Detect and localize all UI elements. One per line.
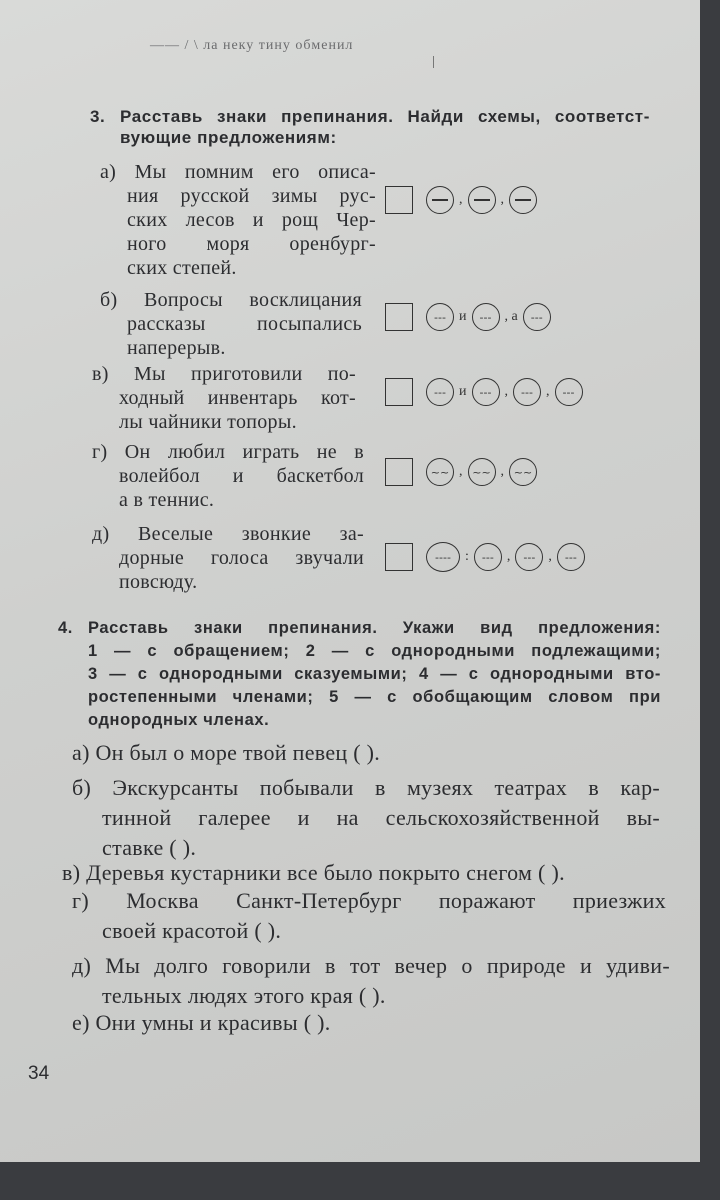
text-line: тинной галерее и на сельскохозяйственной вы- bbox=[102, 805, 660, 830]
scheme-separator: , bbox=[500, 464, 504, 479]
scheme-circle: ~~ bbox=[509, 458, 537, 486]
task4-instruction-line: Расставь знаки препинания. Укажи вид предложения: bbox=[88, 619, 661, 637]
scheme-separator: , bbox=[546, 384, 550, 399]
scheme-circle bbox=[426, 186, 454, 214]
scheme-d bbox=[385, 540, 585, 574]
text-line: рассказы посыпались bbox=[127, 313, 362, 335]
text-line: ния русской зимы рус- bbox=[127, 185, 376, 207]
scheme-circle: --- bbox=[426, 303, 454, 331]
scheme-circle: --- bbox=[557, 543, 585, 571]
scheme-square bbox=[385, 303, 413, 331]
text-line: б) Вопросы восклицания bbox=[100, 289, 362, 311]
task4-item-e bbox=[72, 1010, 331, 1036]
text-line: ходный инвентарь кот- bbox=[119, 387, 356, 409]
scheme-circle: --- bbox=[472, 378, 500, 406]
text-line: дорные голоса звучали bbox=[119, 547, 364, 569]
scheme-circle: ---- bbox=[426, 542, 460, 572]
scheme-circle: --- bbox=[555, 378, 583, 406]
scheme-square bbox=[385, 543, 413, 571]
task4-instruction-line: 3 — с однородными сказуемыми; 4 — с однородными вто- bbox=[88, 665, 661, 683]
scheme-square bbox=[385, 458, 413, 486]
scheme-circle: ~~ bbox=[468, 458, 496, 486]
scheme-separator: , а bbox=[504, 309, 518, 324]
scheme-b bbox=[385, 300, 551, 334]
scheme-circle: --- bbox=[472, 303, 500, 331]
task3-item-v bbox=[92, 362, 356, 434]
task3-instruction-line: вующие предложениям: bbox=[120, 128, 337, 147]
text-line: ного моря оренбург- bbox=[127, 233, 376, 255]
task4-instruction-line: ростепенными членами; 5 — с обобщающим словом при bbox=[88, 688, 661, 706]
task3-heading bbox=[90, 106, 650, 148]
task4-instruction-line: 1 — с обращением; 2 — с однородными подлежащими; bbox=[88, 642, 661, 660]
text-line: д) Веселые звонкие за- bbox=[92, 523, 364, 545]
text-line: д) Мы долго говорили в тот вечер о природе и удиви- bbox=[72, 953, 670, 978]
scheme-g bbox=[385, 455, 537, 489]
text-line: лы чайники топоры. bbox=[119, 411, 297, 433]
top-cut-text: —— / \ ла неку тину обменил bbox=[150, 38, 354, 53]
scheme-square bbox=[385, 378, 413, 406]
text-line: е) Они умны и красивы ( ). bbox=[72, 1010, 331, 1035]
scheme-circle: --- bbox=[515, 543, 543, 571]
scheme-separator: , bbox=[500, 192, 504, 207]
text-line: в) Деревья кустарники все было покрыто снегом ( ). bbox=[62, 860, 565, 885]
text-line: наперерыв. bbox=[127, 337, 226, 359]
scheme-separator: и bbox=[459, 309, 467, 324]
task3-number: 3. bbox=[90, 107, 106, 126]
scheme-circle: ~~ bbox=[426, 458, 454, 486]
page-number: 34 bbox=[28, 1063, 50, 1084]
text-line: а) Мы помним его описа- bbox=[100, 161, 376, 183]
task4-item-v bbox=[62, 860, 565, 886]
scheme-circle bbox=[509, 186, 537, 214]
text-line: а в теннис. bbox=[119, 489, 215, 511]
text-line: тельных людях этого края ( ). bbox=[102, 983, 386, 1008]
scheme-a bbox=[385, 183, 537, 217]
text-line: повсюду. bbox=[119, 571, 198, 593]
task4-item-d bbox=[72, 953, 670, 1009]
scheme-v bbox=[385, 375, 583, 409]
scheme-circle: --- bbox=[523, 303, 551, 331]
task3-instruction-line: Расставь знаки препинания. Найди схемы, соответст- bbox=[120, 107, 650, 126]
text-line: ских лесов и рощ Чер- bbox=[127, 209, 376, 231]
scheme-circle bbox=[468, 186, 496, 214]
scheme-separator: и bbox=[459, 384, 467, 399]
task4-heading bbox=[58, 617, 661, 732]
text-line: б) Экскурсанты побывали в музеях театрах в кар- bbox=[72, 775, 660, 800]
scheme-circle: --- bbox=[474, 543, 502, 571]
task4-item-a bbox=[72, 740, 380, 766]
text-line: своей красотой ( ). bbox=[102, 918, 282, 943]
task3-item-a bbox=[100, 160, 376, 280]
scheme-separator: : bbox=[465, 549, 469, 564]
text-line: волейбол и баскетбол bbox=[119, 465, 364, 487]
top-mark bbox=[433, 56, 434, 68]
task4-number: 4. bbox=[58, 619, 73, 637]
scheme-separator: , bbox=[504, 384, 508, 399]
scheme-circle: --- bbox=[426, 378, 454, 406]
text-line: а) Он был о море твой певец ( ). bbox=[72, 740, 381, 765]
scheme-separator: , bbox=[548, 549, 552, 564]
text-line: в) Мы приготовили по- bbox=[92, 363, 356, 385]
task4-item-g bbox=[72, 888, 666, 944]
task4-item-b bbox=[72, 775, 660, 861]
task4-instruction-line: однородных членах. bbox=[88, 711, 270, 729]
task3-item-b bbox=[100, 288, 362, 360]
text-line: г) Москва Санкт-Петербург поражают приезжих bbox=[72, 888, 666, 913]
task3-item-d bbox=[92, 522, 364, 594]
text-line: г) Он любил играть не в bbox=[92, 441, 364, 463]
scheme-circle: --- bbox=[513, 378, 541, 406]
scheme-square bbox=[385, 186, 413, 214]
task3-item-g bbox=[92, 440, 364, 512]
scheme-separator: , bbox=[459, 464, 463, 479]
text-line: ских степей. bbox=[127, 257, 237, 279]
scheme-separator: , bbox=[506, 549, 511, 564]
scheme-separator: , bbox=[459, 192, 463, 207]
text-line: ставке ( ). bbox=[102, 835, 197, 860]
